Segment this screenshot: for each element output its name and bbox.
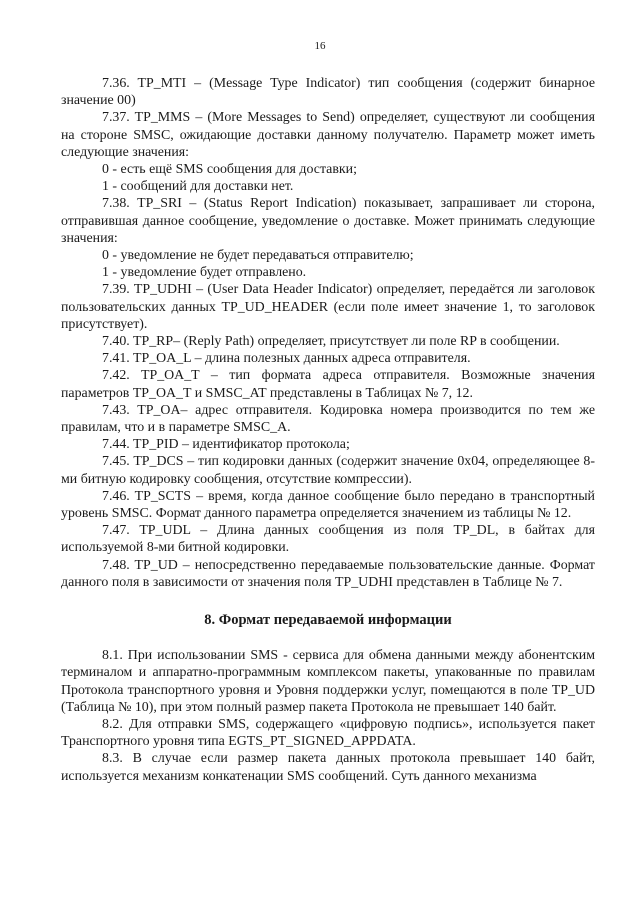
paragraph: 7.45. TP_DCS – тип кодировки данных (содержит значение 0x04, определяющее 8-ми битную кодировку сообщения, отсутствие компрессии).	[61, 454, 595, 487]
paragraph: 1 - уведомление будет отправлено.	[102, 265, 307, 281]
paragraph: 7.47. TP_UDL – Длина данных сообщения из поля TP_DL, в байтах для используемой 8-ми битной кодировки.	[61, 523, 595, 556]
paragraph: 7.37. TP_MMS – (More Messages to Send) определяет, существуют ли сообщения на стороне SMSC, ожидающие доставки данному получателю. Параметр может иметь следующие значения:	[61, 110, 595, 160]
document-body	[61, 75, 595, 785]
page-number: 16	[314, 40, 326, 52]
paragraph: 8.1. При использовании SMS - сервиса для обмена данными между абонентским терминалом и аппаратно-программным комплексом пакеты, упакованные по правилам Протокола транспортного уровня и Уровня поддержки услуг, помещаются в поле TP_UD (Таблица № 10), при этом полный размер пакета Протокола не превышает 140 байт.	[61, 648, 595, 715]
paragraph: 7.41. TP_OA_L – длина полезных данных адреса отправителя.	[102, 351, 471, 367]
paragraph: 7.48. TP_UD – непосредственно передаваемые пользовательские данные. Формат данного поля в зависимости от значения поля TP_UDHI представлен в Таблице № 7.	[61, 557, 595, 590]
paragraph: 0 - есть ещё SMS сообщения для доставки;	[102, 162, 357, 178]
paragraph: 7.38. TP_SRI – (Status Report Indication) показывает, запрашивает ли сторона, отправившая данное сообщение, уведомление о доставке. Может принимать следующие значения:	[61, 196, 595, 246]
section-heading: 8. Формат передаваемой информации	[204, 612, 452, 629]
paragraph: 7.46. TP_SCTS – время, когда данное сообщение было передано в транспортный уровень SMSC. Формат данного параметра определяется значением из таблицы № 12.	[61, 488, 595, 522]
paragraph: 0 - уведомление не будет передаваться отправителю;	[102, 248, 414, 264]
paragraph: 8.3. В случае если размер пакета данных протокола превышает 140 байт, используется механизм конкатенации SMS сообщений. Суть данного механизма	[61, 751, 595, 784]
paragraph: 7.44. TP_PID – идентификатор протокола;	[102, 437, 350, 453]
paragraph: 7.36. TP_MTI – (Message Type Indicator) тип сообщения (содержит бинарное значение 00)	[61, 76, 595, 109]
paragraph: 8.2. Для отправки SMS, содержащего «цифровую подпись», используется пакет Транспортного уровня типа EGTS_PT_SIGNED_APPDATA.	[61, 716, 595, 750]
paragraph: 7.42. TP_OA_T – тип формата адреса отправителя. Возможные значения параметров TP_OA_T и SMSC_AT представлены в Таблицах № 7, 12.	[61, 368, 595, 401]
paragraph: 7.39. TP_UDHI – (User Data Header Indicator) определяет, передаётся ли заголовок пользовательских данных TP_UD_HEADER (если поле имеет значение 1, то заголовок присутствует).	[61, 282, 595, 332]
paragraph: 7.40. TP_RP– (Reply Path) определяет, присутствует ли поле RP в сообщении.	[102, 334, 560, 350]
paragraph: 7.43. TP_OA– адрес отправителя. Кодировка номера производится по тем же правилам, что и в параметре SMSC_A.	[61, 402, 595, 436]
paragraph: 1 - сообщений для доставки нет.	[102, 179, 294, 195]
